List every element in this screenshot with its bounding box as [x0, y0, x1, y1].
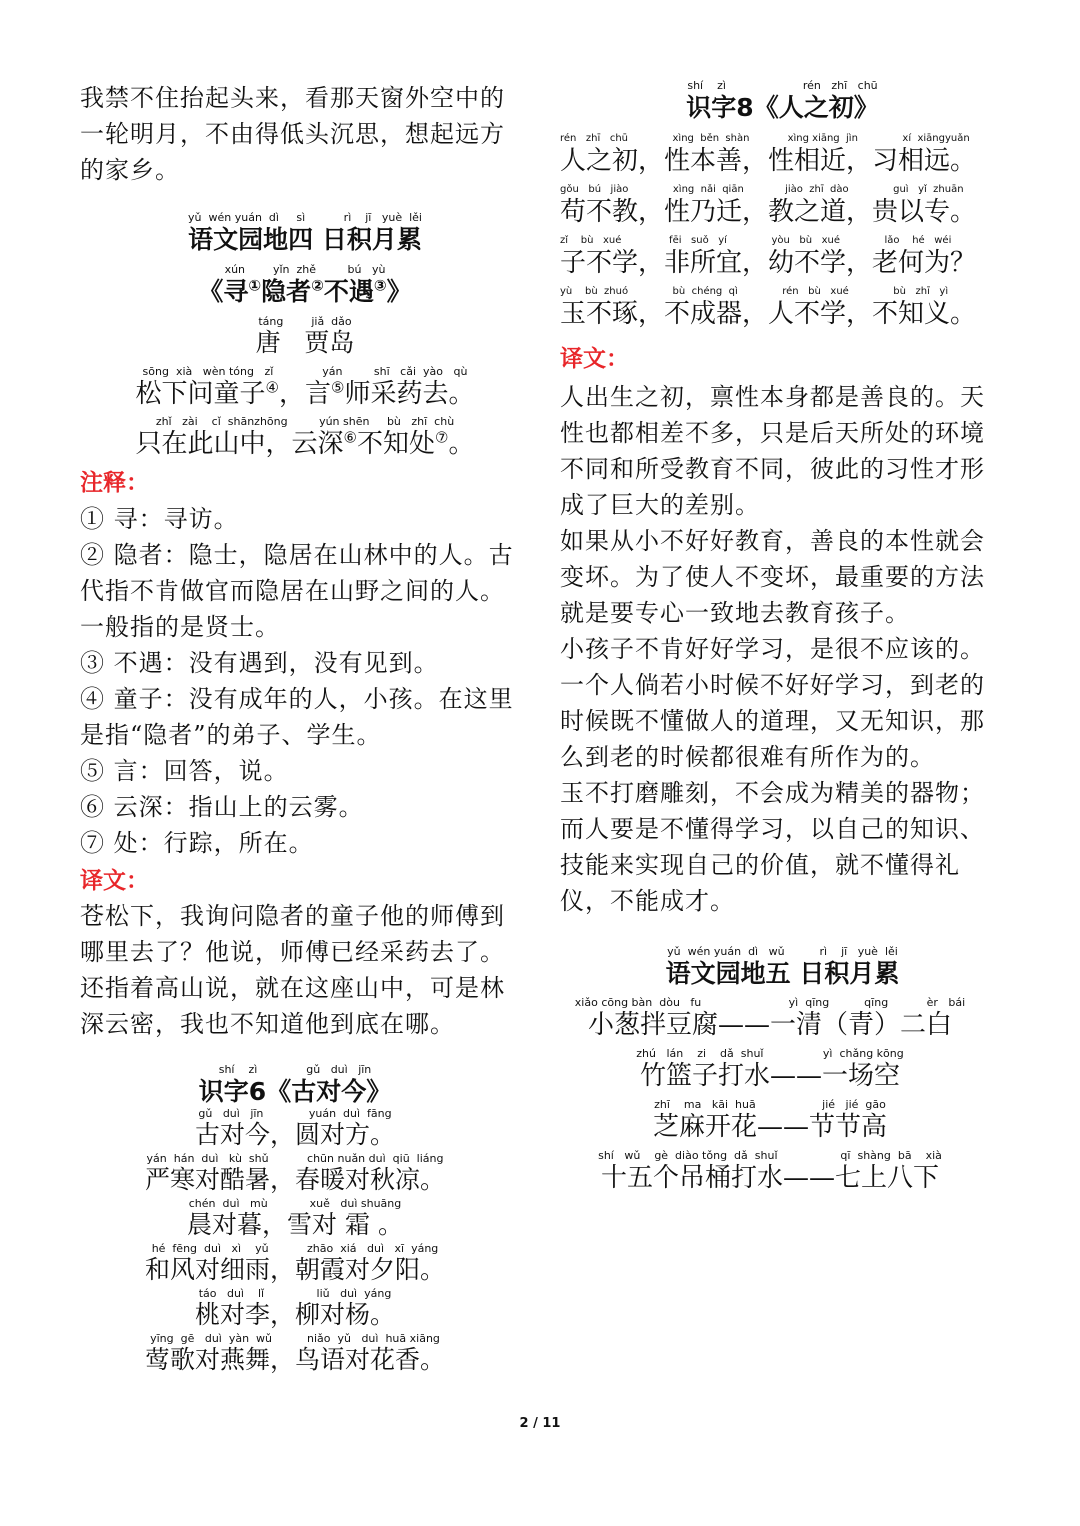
shizi6-title-block	[80, 1064, 510, 1108]
yuandi5-title-block	[560, 946, 1005, 990]
note-marker: ③	[373, 276, 387, 295]
note-item: ① 寻：寻访。	[80, 505, 239, 533]
poem-line-1-pinyin: sōng xià wèn tóng zǐ yán shī cǎi yào qù	[142, 365, 468, 378]
shizi6-line	[80, 1198, 510, 1243]
shizi6-line-pinyin: yán hán duì kù shǔ chūn nuǎn duì qiū liáng	[146, 1152, 444, 1165]
note-marker: ⑥	[343, 428, 357, 447]
poem-text: 。	[448, 429, 475, 459]
shizi6-line-pinyin: hé fēng duì xì yǔ zhāo xiá duì xī yáng	[151, 1242, 439, 1255]
poem-text: ，言	[278, 379, 331, 409]
poem-line-1-text	[80, 378, 530, 410]
note-marker: ①	[248, 276, 262, 295]
yuandi4-title-block	[80, 212, 530, 256]
poem-text: 不知处	[356, 429, 435, 459]
shizi8-line	[560, 184, 1005, 235]
poem-author-pinyin: táng jiǎ dǎo	[258, 315, 352, 328]
note-marker: ④	[265, 378, 279, 397]
note-item: ② 隐者：隐士，隐居在山林中的人。古代指不肯做官而隐居在山野之间的人。一般指的是贤士。	[80, 541, 514, 641]
notes-list	[80, 501, 525, 861]
shizi8-title-block	[560, 80, 1005, 124]
poem-title-pinyin: xún yǐn zhě bú yù	[224, 263, 386, 276]
poem-text: 松下问童子	[135, 379, 266, 409]
note-item: ⑤ 言：回答，说。	[80, 757, 289, 785]
intro-paragraph: 我禁不住抬起头来，看那天窗外空中的一轮明月，不由得低头沉思，想起远方的家乡。	[80, 84, 505, 184]
note-marker: ②	[311, 276, 324, 295]
translation-paragraph: 人出生之初，禀性本身都是善良的。天性也都相差不多，只是后天所处的环境不同和所受教育不同，彼此的习性才形成了巨大的差别。	[560, 383, 985, 519]
poem-line-2-text	[80, 428, 530, 460]
translation-left: 苍松下，我询问隐者的童子他的师傅到哪里去了？他说，师傅已经采药去了。还指着高山说，就在这座山中，可是林深云密，我也不知道他到底在哪。	[80, 902, 505, 1038]
shizi8-line	[560, 133, 1005, 184]
shizi6-line-text: 和风对细雨，朝霞对夕阳。	[144, 1255, 445, 1284]
xiehouyu-line	[560, 1048, 980, 1099]
xiehouyu-pinyin: xiǎo cōng bàn dòu fu yì qīng qīng èr bái	[574, 996, 966, 1009]
poem-line-1	[80, 366, 530, 410]
page-number: 2 / 11	[519, 1416, 561, 1431]
shizi6-line-text: 古对今，圆对方。	[194, 1120, 395, 1149]
note-item: ④ 童子：没有成年的人，小孩。在这里是指“隐者”的弟子、学生。	[80, 685, 514, 749]
note-marker: ⑦	[435, 428, 449, 447]
shizi8-line-text: 人之初，性本善，性相近，习相远。	[560, 146, 977, 176]
yuandi5-lines	[560, 997, 980, 1201]
shizi8-line	[560, 235, 1005, 286]
shizi6-line-pinyin: yīng gē duì yàn wǔ niǎo yǔ duì huā xiāng	[150, 1332, 440, 1345]
notes-label: 注释：	[80, 470, 149, 496]
xiehouyu-line	[560, 997, 980, 1048]
poem-title-part: 《寻	[198, 277, 249, 306]
xiehouyu-line	[560, 1150, 980, 1201]
shizi6-line-text: 严寒对酷暑，春暖对秋凉。	[144, 1165, 445, 1194]
yuandi5-title: 语文园地五 日积月累	[665, 959, 900, 988]
note-item: ⑥ 云深：指山上的云雾。	[80, 793, 364, 821]
shizi6-title-pinyin: shí zì gǔ duì jīn	[218, 1063, 372, 1076]
yuandi4-title: 语文园地四 日积月累	[188, 225, 422, 254]
shizi8-title: 识字8《人之初》	[686, 93, 879, 122]
translation-label-left: 译文：	[80, 868, 149, 894]
shizi6-line-pinyin: gǔ duì jīn yuán duì fāng	[198, 1107, 392, 1120]
left-column	[80, 0, 530, 1400]
translation-label-right: 译文：	[560, 346, 629, 372]
shizi8-line-text: 子不学，非所宜，幼不学，老何为？	[560, 248, 977, 278]
shizi8-line-text: 苟不教，性乃迁，教之道，贵以专。	[560, 197, 977, 227]
shizi8-line-pinyin: yù bù zhuó bù chéng qì rén bù xué bù zhī yì	[560, 286, 949, 297]
xiehouyu-text: 竹篮子打水——一场空	[639, 1061, 900, 1091]
note-marker: ⑤	[331, 378, 345, 397]
shizi6-line	[80, 1243, 510, 1288]
shizi6-line	[80, 1333, 510, 1378]
shizi6-title: 识字6《古对今》	[198, 1077, 392, 1106]
poem-line-2-pinyin: zhǐ zài cǐ shānzhōng yún shēn bù zhī chù	[155, 415, 455, 428]
shizi6-line-text: 桃对李，柳对杨。	[194, 1300, 395, 1329]
xiehouyu-pinyin: zhú lán zi dǎ shuǐ yì chǎng kōng	[636, 1047, 904, 1060]
poem-title-block	[80, 264, 530, 308]
shizi6-line-text: 晨对暮，雪对 霜 。	[187, 1210, 403, 1239]
shizi8-line	[560, 286, 1005, 337]
shizi6-line-text: 莺歌对燕舞，鸟语对花香。	[144, 1345, 445, 1374]
shizi6-line	[80, 1153, 510, 1198]
note-item: ③ 不遇：没有遇到，没有见到。	[80, 649, 439, 677]
shizi6-line-pinyin: chén duì mù xuě duì shuāng	[188, 1197, 402, 1210]
translation-paragraph: 如果从小不好好教育，善良的本性就会变坏。为了使人不变坏，最重要的方法就是要专心一致地去教育孩子。	[560, 527, 985, 627]
poem-text: 师采药去。	[344, 379, 475, 409]
poem-author-block	[80, 316, 530, 358]
yuandi5-title-pinyin: yǔ wén yuán dì wǔ rì jī yuè lěi	[667, 945, 898, 958]
shizi8-line-text: 玉不琢，不成器，人不学，不知义。	[560, 299, 977, 329]
xiehouyu-text: 芝麻开花——节节高	[652, 1112, 887, 1142]
shizi8-title-pinyin: shí zì rén zhī chū	[687, 79, 878, 92]
shizi8-line-pinyin: zǐ bù xué fēi suǒ yí yòu bù xué lǎo hé wéi	[560, 235, 952, 246]
shizi6-line	[80, 1108, 510, 1153]
poem-author: 唐 贾岛	[255, 328, 355, 357]
note-item: ⑦ 处：行踪，所在。	[80, 829, 314, 857]
translation-paragraph: 玉不打磨雕刻，不会成为精美的器物；而人要是不懂得学习，以自己的知识、技能来实现自己的价值，就不懂得礼仪，不能成才。	[560, 779, 985, 915]
yuandi4-title-pinyin: yǔ wén yuán dì sì rì jī yuè lěi	[188, 211, 422, 224]
translation-right	[560, 379, 1005, 919]
shizi8-lines	[560, 133, 1005, 337]
xiehouyu-line	[560, 1099, 980, 1150]
translation-paragraph: 小孩子不肯好好学习，是很不应该的。一个人倘若小时候不好好学习，到老的时候既不懂做人的道理，又无知识，那么到老的时候都很难有所作为的。	[560, 635, 985, 771]
xiehouyu-text: 小葱拌豆腐——一清（青）二白	[587, 1010, 952, 1040]
shizi6-lines	[80, 1108, 510, 1378]
poem-title-part: 隐者	[261, 277, 312, 306]
shizi6-line-pinyin: táo duì lǐ liǔ duì yáng	[198, 1287, 392, 1300]
poem-line-2	[80, 416, 530, 460]
shizi6-line	[80, 1288, 510, 1333]
shizi8-line-pinyin: gǒu bú jiào xìng nǎi qiān jiào zhī dào guì yǐ zhuān	[560, 184, 964, 195]
shizi8-line-pinyin: rén zhī chū xìng běn shàn xìng xiāng jìn xí xiāngyuǎn	[560, 133, 970, 144]
poem-title-part: 》	[386, 277, 412, 306]
right-column	[560, 0, 1005, 1400]
xiehouyu-text: 十五个吊桶打水——七上八下	[600, 1163, 939, 1193]
xiehouyu-pinyin: zhī ma kāi huā jié jié gāo	[654, 1098, 886, 1111]
poem-title	[80, 276, 530, 308]
poem-text: 只在此山中，云深	[135, 429, 344, 459]
xiehouyu-pinyin: shí wǔ gè diào tǒng dǎ shuǐ qī shàng bā xià	[598, 1149, 942, 1162]
poem-title-part: 不遇	[323, 277, 374, 306]
